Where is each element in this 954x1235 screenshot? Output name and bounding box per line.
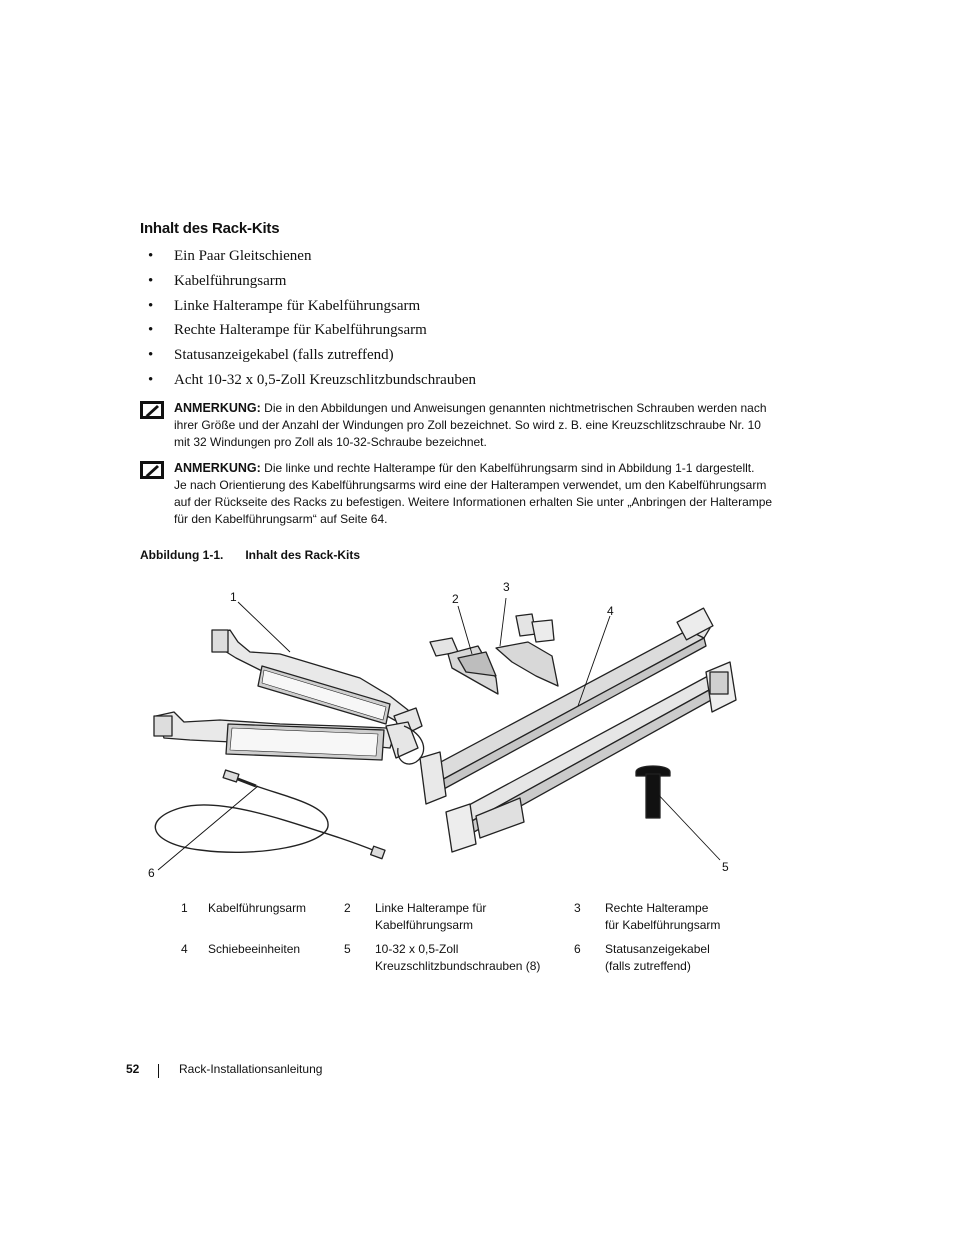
bullet: •: [148, 322, 154, 339]
bullet: •: [148, 297, 154, 314]
list-item: • Rechte Halterampe für Kabelführungsarm: [148, 320, 476, 345]
page-number: 52: [126, 1062, 140, 1076]
callout-2: 2: [452, 592, 459, 606]
rack-kit-illustration: [140, 576, 760, 886]
callout-5: 5: [722, 860, 729, 874]
list-item: • Statusanzeigekabel (falls zutreffend): [148, 345, 476, 370]
legend-text: Statusanzeigekabel (falls zutreffend): [605, 942, 710, 973]
note-text: ihrer Größe und der Anzahl der Windungen pro Zoll bezeichnet. So wird z. B. eine Kreuzschlitzschraube Nr. 10: [174, 418, 761, 432]
list-item: • Kabelführungsarm: [148, 271, 476, 296]
legend-number: 2: [344, 901, 351, 915]
note-text: auf der Rückseite des Racks zu befestigen. Weitere Informationen erhalten Sie unter „Anbringen der Halterampe: [174, 495, 773, 509]
bullet: •: [148, 371, 154, 388]
callout-3: 3: [503, 580, 510, 594]
legend-text: Schiebeeinheiten: [208, 942, 301, 956]
cable-management-arm: [154, 630, 424, 764]
note-text: mit 32 Windungen pro Zoll als 10-32-Schraube bezeichnet.: [174, 435, 487, 449]
footer-divider: [158, 1064, 159, 1078]
right-bracket: [496, 614, 558, 686]
legend-number: 3: [574, 901, 581, 915]
kit-contents-list: [148, 246, 476, 395]
list-item: • Acht 10-32 x 0,5-Zoll Kreuzschlitzbundschrauben: [148, 370, 476, 395]
list-item: • Linke Halterampe für Kabelführungsarm: [148, 296, 476, 321]
callout-4: 4: [607, 604, 614, 618]
figure-caption: [140, 548, 360, 562]
legend-text: 10-32 x 0,5-Zoll Kreuzschlitzbundschrauben (8): [375, 942, 541, 973]
note-text: Die linke und rechte Halterampe für den Kabelführungsarm sind in Abbildung 1-1 dargestellt.: [264, 461, 755, 475]
section-heading: Inhalt des Rack-Kits: [140, 220, 280, 237]
bullet: •: [148, 272, 154, 289]
callout-6: 6: [148, 866, 155, 880]
legend-number: 4: [181, 942, 188, 956]
screw: [636, 766, 670, 818]
callout-1: 1: [230, 590, 237, 604]
figure-number: Abbildung 1-1.: [140, 548, 224, 562]
legend-text: Linke Halterampe für Kabelführungsarm: [375, 901, 487, 932]
note-label: ANMERKUNG:: [174, 461, 261, 475]
note-1: [140, 400, 820, 452]
legend-text: Kabelführungsarm: [208, 901, 307, 915]
legend-number: 6: [574, 942, 581, 956]
figure-title: Inhalt des Rack-Kits: [245, 548, 361, 562]
left-bracket: [430, 638, 498, 694]
document-title: Rack-Installationsanleitung: [179, 1062, 323, 1076]
legend-number: 5: [344, 942, 351, 956]
note-label: ANMERKUNG:: [174, 401, 261, 415]
legend-row: [181, 900, 761, 941]
status-cable: [155, 770, 385, 859]
bullet: •: [148, 248, 154, 264]
note-text: für den Kabelführungsarm“ auf Seite 64.: [174, 512, 388, 526]
bullet: •: [148, 347, 154, 364]
note-text: Je nach Orientierung des Kabelführungsarms wird eine der Halterampen verwendet, um den Kabelführungsarm: [174, 478, 767, 492]
note-text: Die in den Abbildungen und Anweisungen genannten nichtmetrischen Schrauben werden nach: [264, 401, 767, 415]
legend-number: 1: [181, 901, 188, 915]
rack-kit-drawing: [140, 576, 760, 886]
legend-row: [181, 941, 761, 982]
note-2: [140, 460, 820, 530]
legend-text: Rechte Halterampe für Kabelführungsarm: [605, 901, 721, 932]
figure-legend: [181, 900, 761, 982]
list-item: • Ein Paar Gleitschienen: [148, 246, 476, 271]
